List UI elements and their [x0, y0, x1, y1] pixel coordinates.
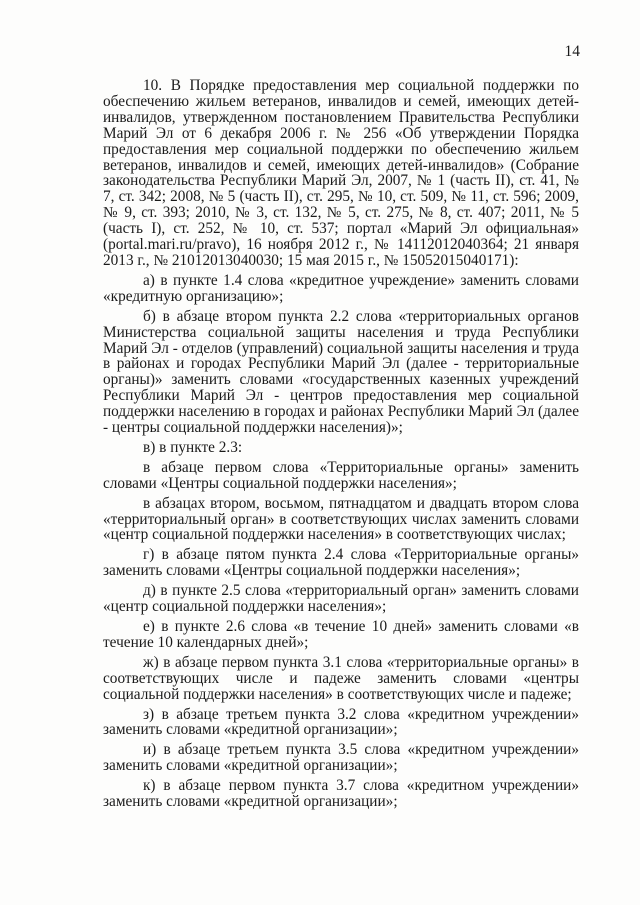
paragraph-b: б) в абзаце втором пункта 2.2 слова «территориальных органов Министерства социальной защиты населения и труда Республики Марий Эл - отделов (управлений) социальной защиты населения и труда в районах и городах Республики Марий Эл (далее - территориальные органы)» заменить словами «государственных казенных учреждений Республики Марий Эл - центров предоставления мер социальной поддержки населению в городах и районах Республики Марий Эл (далее - центры социальной поддержки населения)»; — [103, 307, 579, 437]
paragraph-e: е) в пункте 2.6 слова «в течение 10 дней» заменить словами «в течение 10 календарных дней»; — [103, 618, 579, 651]
paragraph-10: 10. В Порядке предоставления мер социальной поддержки по обеспечению жильем ветеранов, инвалидов и семей, имеющих детей-инвалидов, утвержденном постановлением Правительства Республики Марий Эл от 6 декабря 2006 г. № 256 «Об утверждении Порядка предоставления мер социальной поддержки по обеспечению жильем ветеранов, инвалидов и семей, имеющих детей-инвалидов» (Собрание законодательства Республики Марий Эл, 2007, № 1 (часть II), ст. 41, № 7, ст. 342; 2008, № 5 (часть II), ст. 295, № 10, ст. 509, № 11, ст. 596; 2009, № 9, ст. 393; 2010, № 3, ст. 132, № 5, ст. 275, № 8, ст. 407; 2011, № 5 (часть I), ст. 252, № 10, ст. 537; портал «Марий Эл официальная» (portal.mari.ru/pravo), 16 ноября 2012 г., № 14112012040364; 21 января 2013 г., № 21012013040030; 15 мая 2015 г., № 15052015040171): — [103, 77, 579, 269]
paragraph-a: а) в пункте 1.4 слова «кредитное учреждение» заменить словами «кредитную организацию»; — [103, 271, 579, 305]
paragraph-v-1: в абзаце первом слова «Территориальные органы» заменить словами «Центры социальной поддержки населения»; — [103, 458, 579, 492]
paragraph-i: и) в абзаце третьем пункта 3.5 слова «кредитном учреждении» заменить словами «кредитной организации»; — [103, 741, 579, 775]
paragraph-k: к) в абзаце первом пункта 3.7 слова «кредитном учреждении» заменить словами «кредитной организации»; — [103, 777, 579, 811]
paragraph-v: в) в пункте 2.3: — [143, 438, 243, 456]
paragraph-zh: ж) в абзаце первом пункта 3.1 слова «территориальные органы» в соответствующих числе и падеже заменить словами «центры социальной поддержки населения» в соответствующих числе и падеже; — [103, 653, 579, 703]
paragraph-d: д) в пункте 2.5 слова «территориальный орган» заменить словами «центр социальной поддержки населения»; — [103, 582, 579, 616]
paragraph-g: г) в абзаце пятом пункта 2.4 слова «Территориальные органы» заменить словами «Центры социальной поддержки населения»; — [103, 546, 579, 580]
paragraph-z: з) в абзаце третьем пункта 3.2 слова «кредитном учреждении» заменить словами «кредитной организации»; — [103, 705, 579, 739]
page-number: 14 — [564, 43, 580, 60]
paragraph-v-2: в абзацах втором, восьмом, пятнадцатом и двадцать втором слова «территориальный орган» в соответствующих числах заменить словами «центр социальной поддержки населения» в соответствующих числах; — [103, 494, 579, 544]
document-body — [103, 78, 579, 814]
